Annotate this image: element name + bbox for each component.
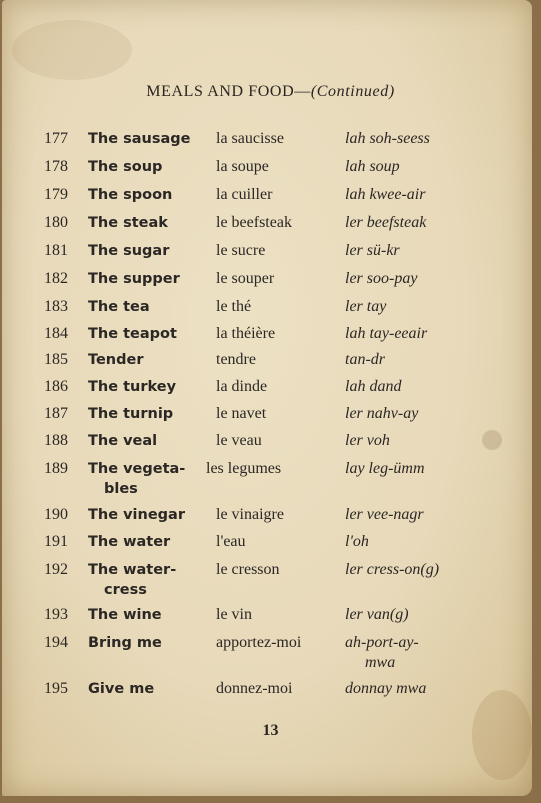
french-phrase: le navet (216, 405, 267, 422)
english-phrase (88, 241, 200, 261)
pronunciation (345, 633, 535, 673)
english-phrase-line: The water- (88, 562, 177, 578)
english-phrase (88, 505, 200, 525)
english-phrase (88, 297, 200, 317)
pronunciation-line: lah tay-eeair (345, 325, 428, 342)
pronunciation-line: ler vee-nagr (345, 506, 424, 523)
english-phrase-line: The tea (88, 299, 150, 315)
pronunciation-line: ler tay (345, 298, 387, 315)
french-phrase: le souper (216, 270, 275, 287)
page-number: 13 (262, 722, 279, 739)
english-phrase-line: Bring me (88, 635, 162, 651)
pronunciation (345, 324, 535, 344)
french-phrase: tendre (216, 351, 256, 368)
pronunciation-line: donnay mwa (345, 680, 427, 697)
entry-number: 185 (44, 351, 68, 368)
entry-number: 181 (44, 242, 68, 259)
pronunciation-line: ler soo-pay (345, 270, 418, 287)
entry-number: 187 (44, 405, 68, 422)
english-phrase-line: bles (104, 481, 138, 497)
entry-number: 192 (44, 561, 68, 578)
english-phrase-line: The sausage (88, 131, 191, 147)
english-phrase-line: The sugar (88, 243, 170, 259)
english-phrase-line: cress (104, 582, 147, 598)
english-phrase (88, 129, 200, 149)
entry-number: 189 (44, 460, 68, 477)
french-phrase: apportez-moi (216, 634, 302, 651)
pronunciation-line: ah-port-ay- (345, 634, 419, 651)
pronunciation-line: ler voh (345, 432, 390, 449)
pronunciation-line: ler nahv-ay (345, 405, 419, 422)
pronunciation (345, 157, 535, 177)
entry-number: 190 (44, 506, 68, 523)
pronunciation (345, 297, 535, 317)
entry-number: 178 (44, 158, 68, 175)
pronunciation (345, 560, 535, 580)
pronunciation-line: ler cress-on(g) (345, 561, 440, 578)
english-phrase-line: The vegeta- (88, 461, 186, 477)
french-phrase: la soupe (216, 158, 269, 175)
english-phrase-line: The wine (88, 607, 162, 623)
pronunciation (345, 241, 535, 261)
english-phrase (88, 459, 200, 499)
french-phrase: le vinaigre (216, 506, 284, 523)
pronunciation-line: tan-dr (345, 351, 385, 368)
english-phrase-line: The turnip (88, 406, 174, 422)
english-phrase-line: The teapot (88, 326, 177, 342)
entry-number: 188 (44, 432, 68, 449)
english-phrase-line: The steak (88, 215, 168, 231)
entry-number: 183 (44, 298, 68, 315)
pronunciation (345, 129, 535, 149)
french-phrase: la cuiller (216, 186, 273, 203)
header-title: MEALS AND FOOD— (146, 83, 311, 100)
english-phrase-line: The vinegar (88, 507, 185, 523)
english-phrase (88, 605, 200, 625)
pronunciation-line: lay leg-ümm (345, 460, 425, 477)
entry-number: 194 (44, 634, 68, 651)
pronunciation-line: mwa (365, 654, 396, 671)
pronunciation (345, 679, 535, 699)
pronunciation (345, 532, 535, 552)
french-phrase: le thé (216, 298, 252, 315)
english-phrase (88, 157, 200, 177)
pronunciation-line: l'oh (345, 533, 369, 550)
english-phrase-line: The water (88, 534, 171, 550)
french-phrase: le vin (216, 606, 252, 623)
french-phrase: le cresson (216, 561, 280, 578)
french-phrase: l'eau (216, 533, 246, 550)
entry-number: 191 (44, 533, 68, 550)
french-phrase: le veau (216, 432, 262, 449)
french-phrase: les legumes (206, 460, 282, 477)
english-phrase (88, 431, 200, 451)
english-phrase-line: The soup (88, 159, 163, 175)
pronunciation (345, 377, 535, 397)
pronunciation-line: lah kwee-air (345, 186, 426, 203)
english-phrase (88, 404, 200, 424)
entry-number: 177 (44, 130, 68, 147)
pronunciation-line: ler beefsteak (345, 214, 427, 231)
pronunciation-line: lah soup (345, 158, 400, 175)
entry-number: 179 (44, 186, 68, 203)
english-phrase (88, 633, 200, 653)
pronunciation (345, 505, 535, 525)
book-page (2, 0, 532, 796)
english-phrase-line: The turkey (88, 379, 177, 395)
pronunciation-line: lah soh-seess (345, 130, 430, 147)
entry-number: 195 (44, 680, 68, 697)
english-phrase (88, 350, 200, 370)
header-continued: (Continued) (310, 83, 395, 100)
french-phrase: la théière (216, 325, 276, 342)
english-phrase (88, 185, 200, 205)
pronunciation (345, 404, 535, 424)
english-phrase-line: Give me (88, 681, 155, 697)
english-phrase-line: The spoon (88, 187, 173, 203)
english-phrase (88, 377, 200, 397)
pronunciation (345, 213, 535, 233)
pronunciation (345, 185, 535, 205)
entry-number: 184 (44, 325, 68, 342)
stain (12, 20, 132, 80)
entry-number: 180 (44, 214, 68, 231)
entry-number: 186 (44, 378, 68, 395)
english-phrase (88, 532, 200, 552)
entry-number: 193 (44, 606, 68, 623)
english-phrase (88, 560, 200, 600)
french-phrase: le sucre (216, 242, 266, 259)
pronunciation (345, 431, 535, 451)
english-phrase (88, 213, 200, 233)
french-phrase: donnez-moi (216, 680, 293, 697)
english-phrase-line: Tender (88, 352, 144, 368)
pronunciation (345, 605, 535, 625)
french-phrase: la dinde (216, 378, 268, 395)
english-phrase-line: The supper (88, 271, 180, 287)
french-phrase: le beefsteak (216, 214, 292, 231)
entry-number: 182 (44, 270, 68, 287)
pronunciation (345, 269, 535, 289)
french-phrase: la saucisse (216, 130, 284, 147)
pronunciation (345, 459, 535, 479)
pronunciation-line: ler van(g) (345, 606, 409, 623)
english-phrase (88, 324, 200, 344)
english-phrase-line: The veal (88, 433, 158, 449)
english-phrase (88, 269, 200, 289)
pronunciation (345, 350, 535, 370)
pronunciation-line: ler sü-kr (345, 242, 400, 259)
section-header (0, 83, 541, 101)
pronunciation-line: lah dand (345, 378, 402, 395)
english-phrase (88, 679, 200, 699)
